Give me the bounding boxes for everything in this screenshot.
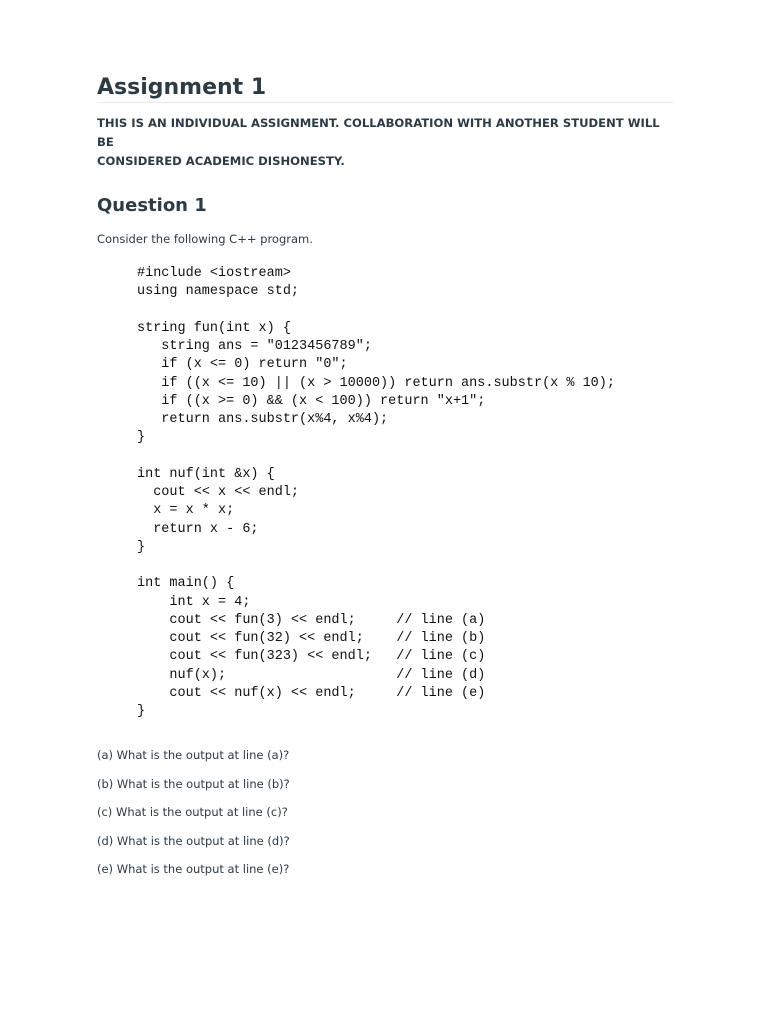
code-line: x = x * x; <box>137 503 235 519</box>
code-line <box>137 557 615 575</box>
question-intro: Consider the following C++ program. <box>97 232 313 246</box>
code-line: cout << fun(32) << endl; // line (b) <box>137 631 486 646</box>
sub-question-list <box>97 747 290 890</box>
code-line: #include <iostream> <box>137 266 291 281</box>
code-line: int x = 4; <box>137 594 251 610</box>
code-line: return x - 6; <box>137 521 259 537</box>
code-line: cout << x << endl; <box>137 485 300 500</box>
integrity-notice-line-2: CONSIDERED ACADEMIC DISHONESTY. <box>97 154 345 168</box>
code-line: } <box>137 539 146 555</box>
code-line: string ans = "0123456789"; <box>137 339 372 354</box>
code-line: string fun(int x) { <box>137 320 291 336</box>
code-line: } <box>137 704 146 719</box>
code-line: nuf(x); // line (d) <box>137 667 486 683</box>
code-line: cout << fun(3) << endl; // line (a) <box>137 612 486 628</box>
sub-question: (d) What is the output at line (d)? <box>97 833 290 848</box>
question-title: Question 1 <box>97 195 207 216</box>
code-line: cout << fun(323) << endl; // line (c) <box>137 649 486 665</box>
integrity-notice <box>97 114 673 171</box>
code-line: if ((x <= 10) || (x > 10000)) return ans.substr(x % 10); <box>137 375 615 391</box>
code-line: int main() { <box>137 576 235 592</box>
code-line <box>137 448 615 466</box>
code-line: cout << nuf(x) << endl; // line (e) <box>137 685 486 701</box>
code-line <box>137 302 615 320</box>
code-line: } <box>137 430 146 446</box>
code-line: using namespace std; <box>137 284 300 300</box>
sub-question: (a) What is the output at line (a)? <box>97 748 290 762</box>
title-divider <box>97 102 673 103</box>
sub-question: (c) What is the output at line (c)? <box>97 805 288 819</box>
sub-question: (b) What is the output at line (b)? <box>97 776 290 791</box>
code-line: if ((x >= 0) && (x < 100)) return "x+1"; <box>137 393 486 409</box>
page-title: Assignment 1 <box>97 75 267 100</box>
code-line: int nuf(int &x) { <box>137 466 275 482</box>
code-line: return ans.substr(x%4, x%4); <box>137 412 389 427</box>
sub-question: (e) What is the output at line (e)? <box>97 862 290 876</box>
code-line: if (x <= 0) return "0"; <box>137 357 348 373</box>
integrity-notice-line-1: THIS IS AN INDIVIDUAL ASSIGNMENT. COLLABORATION WITH ANOTHER STUDENT WILL BE <box>97 116 660 149</box>
code-listing <box>137 265 615 721</box>
